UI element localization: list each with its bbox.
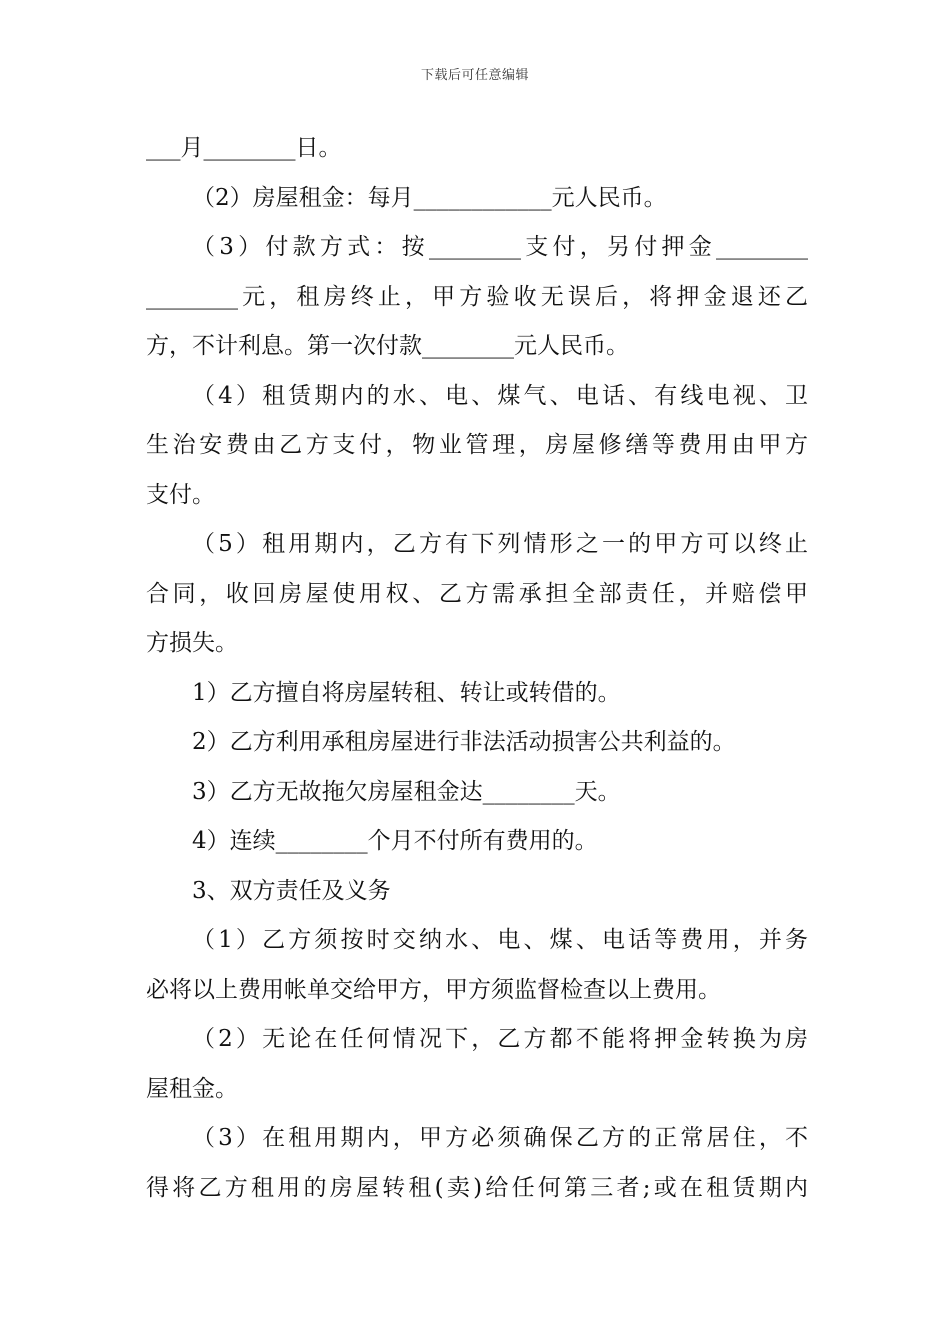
page-header: 下载后可任意编辑 <box>420 68 529 83</box>
section-heading: 3、双方责任及义务 <box>192 877 391 904</box>
text-line: 合同，收回房屋使用权、乙方需承担全部责任，并赔偿甲 <box>146 580 808 607</box>
text-line: 方损失。 <box>146 630 238 656</box>
text-line: （5）租用期内，乙方有下列情形之一的甲方可以终止 <box>192 531 808 557</box>
text-line: ___月________日。 <box>146 135 342 161</box>
text-line: （1）乙方须按时交纳水、电、煤、电话等费用，并务 <box>192 927 808 953</box>
text-line: 方，不计利息。第一次付款________元人民币。 <box>146 333 629 359</box>
text-line: 必将以上费用帐单交给甲方，甲方须监督检查以上费用。 <box>146 976 721 1003</box>
text-line: 2）乙方利用承租房屋进行非法活动损害公共利益的。 <box>192 729 736 755</box>
text-line: 3）乙方无故拖欠房屋租金达________天。 <box>192 778 621 805</box>
text-line: ________元，租房终止，甲方验收无误后，将押金退还乙 <box>146 283 808 310</box>
text-line: （3）在租用期内，甲方必须确保乙方的正常居住，不 <box>192 1125 808 1151</box>
text-line: （3）付款方式：按________支付，另付押金________ <box>192 234 808 260</box>
text-line: 生治安费由乙方支付，物业管理，房屋修缮等费用由甲方 <box>146 432 808 458</box>
text-line: （2）房屋租金：每月____________元人民币。 <box>192 184 667 211</box>
text-line: 得将乙方租用的房屋转租(卖)给任何第三者;或在租赁期内 <box>146 1174 808 1201</box>
text-line: 1）乙方擅自将房屋转租、转让或转借的。 <box>192 679 621 706</box>
text-line: 支付。 <box>146 481 215 508</box>
text-line: （4）租赁期内的水、电、煤气、电话、有线电视、卫 <box>192 382 808 409</box>
document-body <box>146 124 808 1213</box>
text-line: 屋租金。 <box>146 1075 238 1102</box>
text-line: （2）无论在任何情况下，乙方都不能将押金转换为房 <box>192 1026 808 1052</box>
text-line: 4）连续________个月不付所有费用的。 <box>192 828 598 854</box>
